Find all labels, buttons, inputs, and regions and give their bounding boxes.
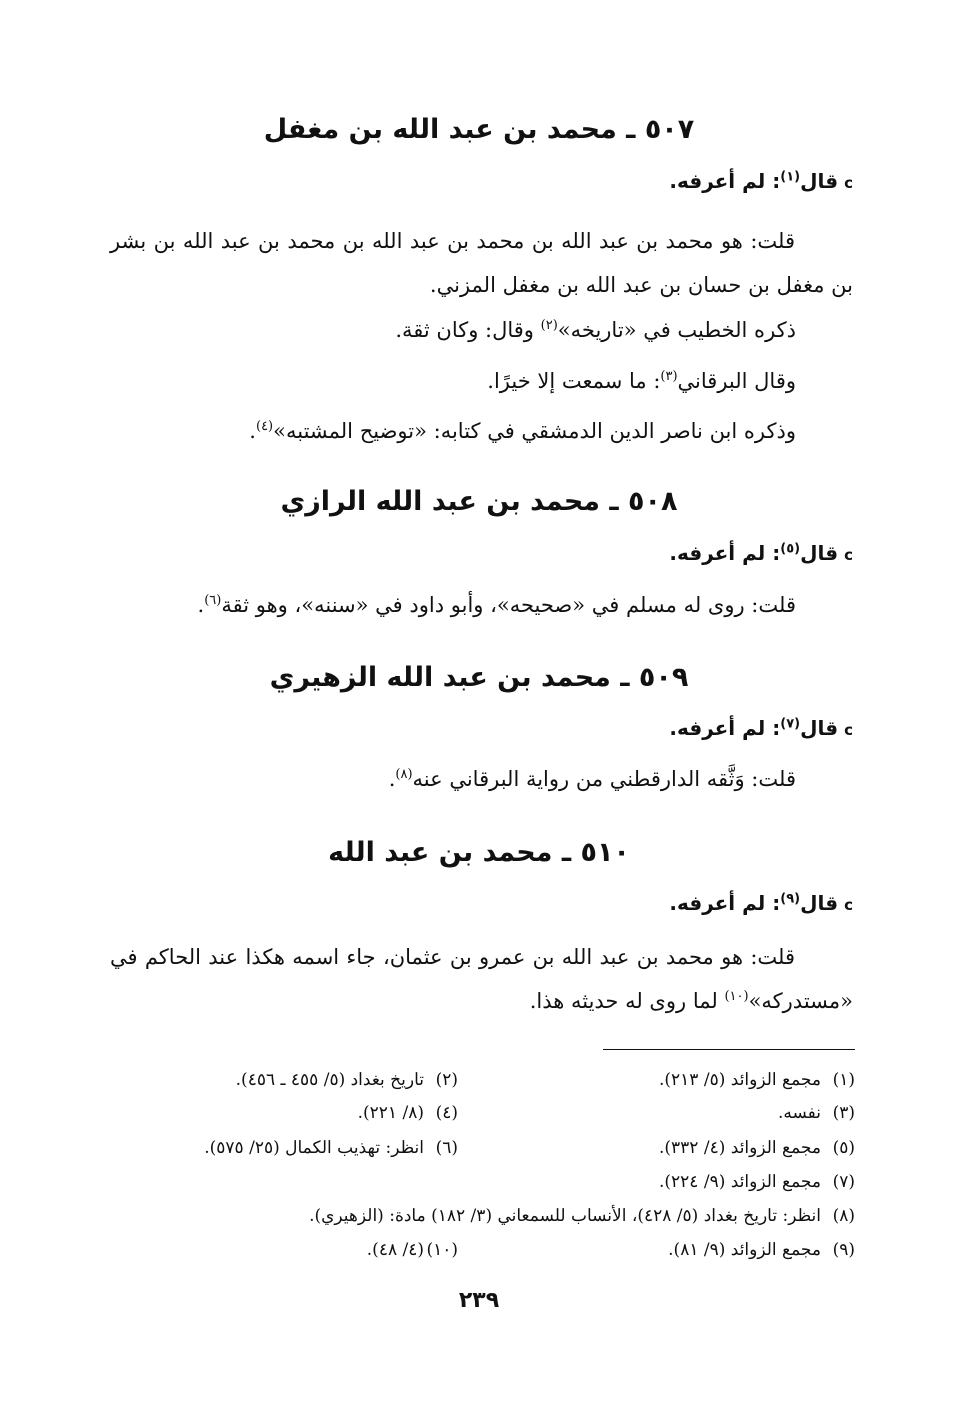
footnote-ref: (٧) xyxy=(780,716,801,732)
qal-line-508: cقال$^{(٥)}$: لم أعرفه. xyxy=(669,541,853,565)
marker-c: c xyxy=(844,721,853,739)
paragraph-507 xyxy=(110,219,853,307)
qult-prefix: قلت: xyxy=(750,945,795,969)
qal-rest: : لم أعرفه. xyxy=(669,169,781,193)
footnote-ref: (٥) xyxy=(780,541,801,557)
line-507-b: وقال البرقاني$^{(٣)}$: ما سمعت إلا خيرًا. xyxy=(487,369,796,393)
footnote-5: (٥)مجمع الزوائد (٤/ ٣٣٢). xyxy=(659,1138,855,1158)
page-number: ٢٣٩ xyxy=(458,1288,500,1313)
line-509: قلت: وَثَّقه الدارقطني من رواية البرقاني عنه$^{(٨)}$. xyxy=(388,767,796,791)
paragraph-510: قلت: هو محمد بن عبد الله بن عمرو بن عثمان، جاء اسمه هكذا عند الحاكم في «مستدركه»$^{(١٠)}$ لما روى له حديثه هذا. xyxy=(110,945,853,1013)
footnote-ref: (٢) xyxy=(540,318,558,333)
footnote-separator xyxy=(603,1049,855,1050)
entry-title-509: ٥٠٩ ـ محمد بن عبد الله الزهيري xyxy=(269,662,689,693)
footnote-9: (٩)مجمع الزوائد (٩/ ٨١). xyxy=(668,1240,855,1260)
qal-word: قال xyxy=(800,169,839,193)
footnote-6: (٦)انظر: تهذيب الكمال (٢٥/ ٥٧٥). xyxy=(204,1138,458,1158)
marker-c: c xyxy=(844,174,853,192)
footnote-ref: (١٠) xyxy=(724,989,749,1004)
entry-title-510: ٥١٠ ـ محمد بن عبد الله xyxy=(328,837,630,868)
footnote-ref: (٦) xyxy=(204,593,222,608)
entry-title-507: ٥٠٧ ـ محمد بن عبد الله بن مغفل xyxy=(263,114,695,145)
qal-line-507 xyxy=(100,166,853,198)
footnote-ref: (٣) xyxy=(660,369,678,384)
qal-line-510: cقال$^{(٩)}$: لم أعرفه. xyxy=(669,891,853,915)
line-508: قلت: روى له مسلم في «صحيحه»، وأبو داود في «سننه»، وهو ثقة$^{(٦)}$. xyxy=(197,593,796,617)
footnote-ref: (٨) xyxy=(395,767,413,782)
footnote-ref: (٤) xyxy=(255,419,274,434)
footnote-4: (٤)(٨/ ٢٢١). xyxy=(357,1103,458,1123)
paragraph-text: هو محمد بن عبد الله بن محمد بن عبد الله بن محمد بن عبد الله بن بشر بن مغفل بن حسان بن عبد الله بن مغفل المزني. xyxy=(110,229,853,297)
footnote-10: (١٠)(٤/ ٤٨). xyxy=(366,1240,458,1260)
qal-line-509: cقال$^{(٧)}$: لم أعرفه. xyxy=(669,716,853,740)
footnote-7: (٧)مجمع الزوائد (٩/ ٢٢٤). xyxy=(659,1172,855,1192)
footnote-ref: (١) xyxy=(780,169,801,185)
marker-c: c xyxy=(844,546,853,564)
footnote-1: (١)مجمع الزوائد (٥/ ٢١٣). xyxy=(659,1070,855,1090)
footnote-8: (٨)انظر: تاريخ بغداد (٥/ ٤٢٨)، الأنساب للسمعاني (٣/ ١٨٢) مادة: (الزهيري). xyxy=(309,1206,855,1226)
line-507-c: وذكره ابن ناصر الدين الدمشقي في كتابه: «توضيح المشتبه»$^{(٤)}$. xyxy=(249,419,796,443)
entry-title-508: ٥٠٨ ـ محمد بن عبد الله الرازي xyxy=(280,486,678,517)
footnote-3: (٣)نفسه. xyxy=(777,1103,855,1123)
line-507-a: ذكره الخطيب في «تاريخه»$^{(٢)}$ وقال: وكان ثقة. xyxy=(395,318,796,342)
qult-prefix: قلت: xyxy=(750,229,795,253)
footnote-2: (٢)تاريخ بغداد (٥/ ٤٥٥ ـ ٤٥٦). xyxy=(235,1070,458,1090)
marker-c: c xyxy=(844,896,853,914)
footnote-ref: (٩) xyxy=(780,891,801,907)
